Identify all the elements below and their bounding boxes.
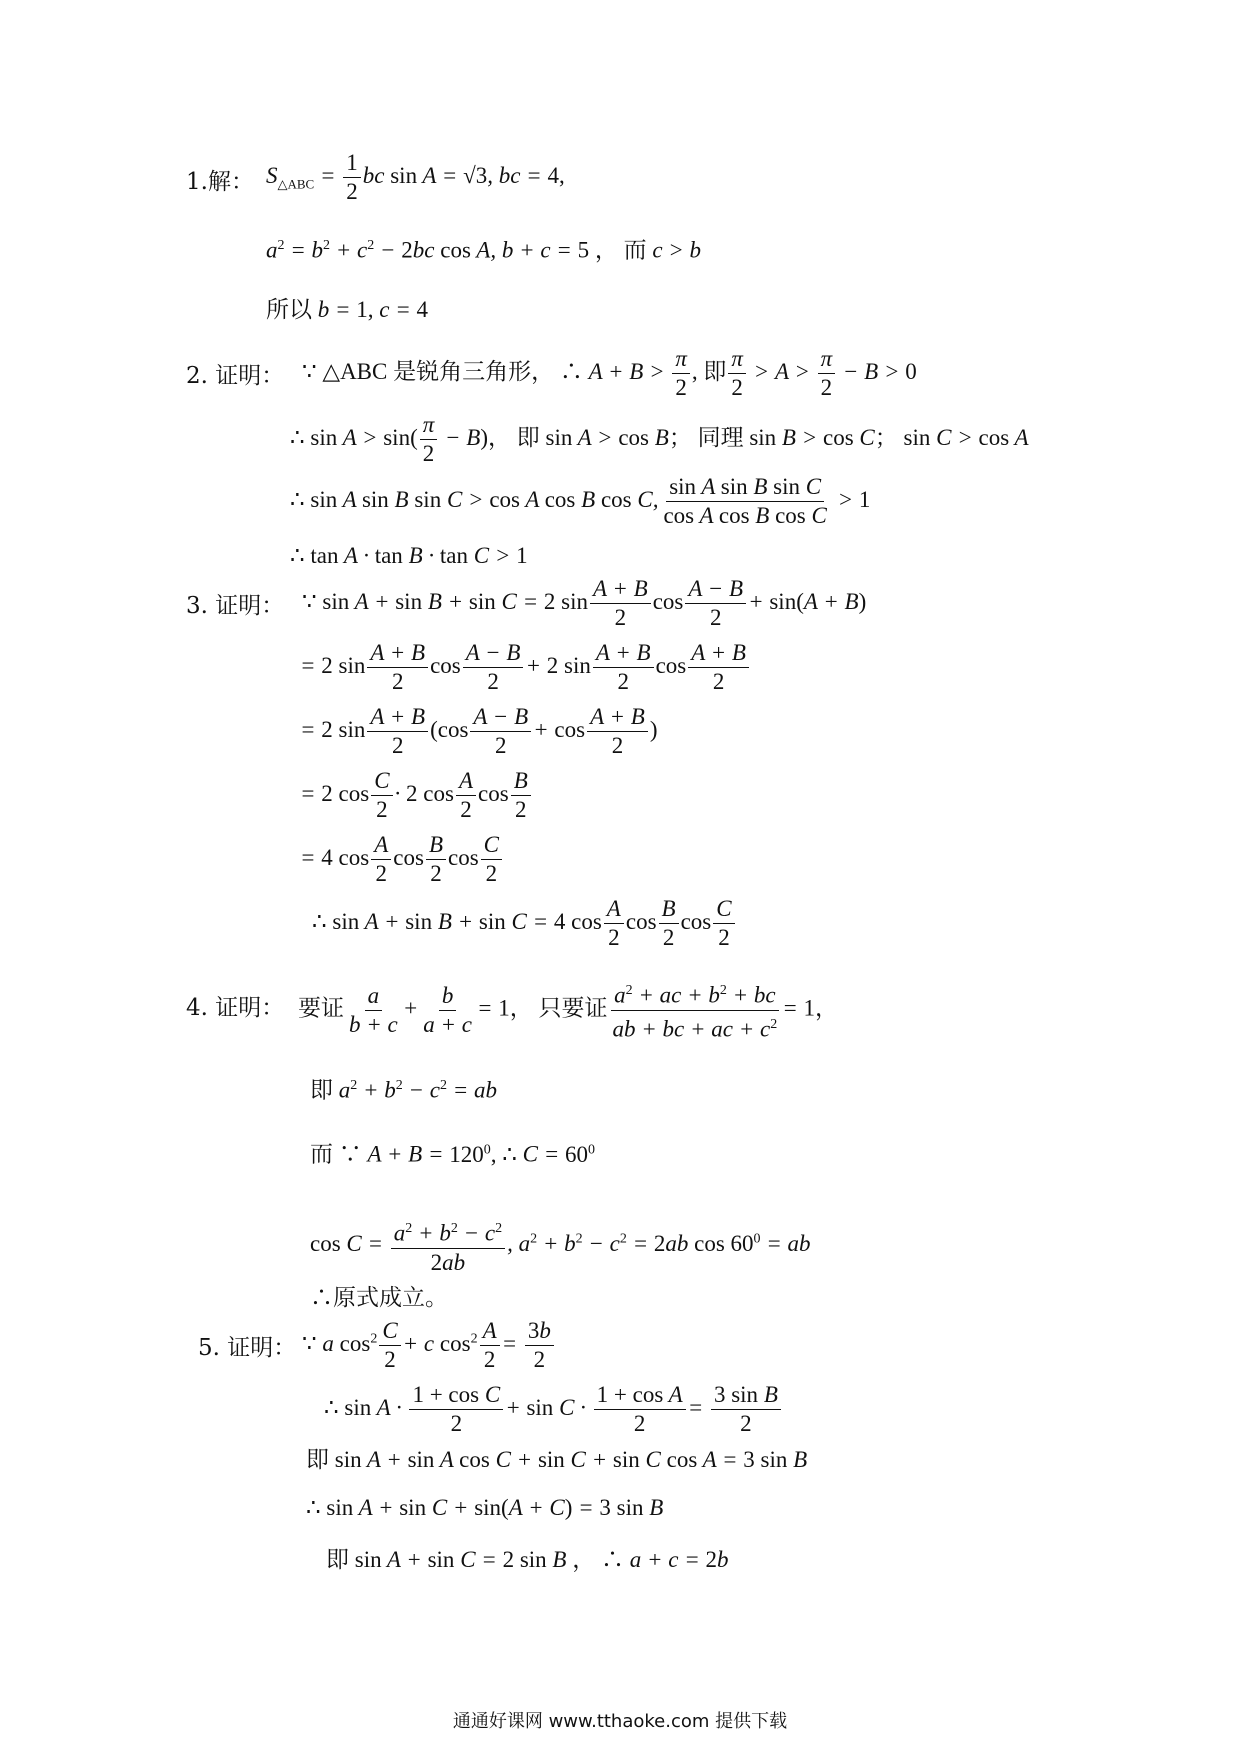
- problem-2-line-2: ∴ sin A > sin( $\frac{\pi}{2}$ − B)， 即 sin A > cos B； 同理 sin B > cos C； sin C > cos A: [290, 412, 1029, 466]
- problem-5-line-4: ∴ sin A + sin C + sin(A + C) = 3 sin B: [306, 1495, 664, 1520]
- problem-1-line-2: $a^2 = b^2 + c^2 - 2bc$ cos A, b + c = 5 ， 而 c > b: [266, 237, 702, 263]
- problem-5-heading: 5. 证明：: [198, 1335, 297, 1361]
- problem-5-line-3: 即 sin A + sin A cos C + sin C + sin C cos A = 3 sin B: [306, 1447, 808, 1472]
- problem-1-line-3: 所以 b = 1, c = 4: [266, 297, 429, 322]
- problem-4-line-1: 要证 $\frac{a}{b + c}$ + $\frac{b}{a + c}$ = 1， 只要证 $\frac{a^2 + ac + b^2 + bc}{ab + bc + ac + c^2}$ = 1，: [298, 978, 838, 1042]
- problem-2-line-1: ∵ △ABC 是锐角三角形， ∴ A + B > $\frac{\pi}{2}$ , 即 $\frac{\pi}{2}$ > A > $\frac{\pi}{2}$ − B > 0: [302, 346, 917, 400]
- problem-3-line-5: = 4 cos $\frac{A}{2}$ cos $\frac{B}{2}$ cos $\frac{C}{2}$: [300, 832, 504, 887]
- problem-2-line-3: ∴ sin A sin B sin C > cos A cos B cos C, $\frac{\text{sin A sin B sin C}}{\text{cos A cos B cos C}}$ > 1: [290, 474, 871, 528]
- problem-5-line-2: ∴ sin A · $\frac{\text{1 + cos C}}{2}$ + sin C · $\frac{\text{1 + cos A}}{2}$ = $\frac{\text{3 sin B}}{2}$: [324, 1382, 783, 1437]
- problem-4-heading: 4. 证明：: [186, 995, 285, 1021]
- problem-4-line-5: ∴原式成立。: [310, 1285, 448, 1311]
- problem-4-line-3: 而 ∵ $A + B = 120^0$, ∴ $C = 60^0$: [310, 1141, 595, 1167]
- problem-2-line-4: ∴ tan A · tan B · tan C > 1: [290, 543, 528, 568]
- problem-3-heading: 3. 证明：: [186, 593, 285, 619]
- problem-3-line-2: = 2 sin $\frac{A + B}{2}$ cos $\frac{A - B}{2}$ + 2 sin $\frac{A + B}{2}$ cos $\frac{A + B}{2}$: [300, 640, 751, 695]
- problem-2-heading: 2. 证明：: [186, 363, 285, 389]
- problem-3-line-4: = 2 cos $\frac{C}{2}$ · 2 cos $\frac{A}{2}$ cos $\frac{B}{2}$: [300, 768, 533, 823]
- problem-3-line-6: ∴ sin A + sin B + sin C = 4 cos $\frac{A}{2}$ cos $\frac{B}{2}$ cos $\frac{C}{2}$: [312, 896, 737, 951]
- problem-5-line-5: 即 sin A + sin C = 2 sin B ， ∴ a + c = 2b: [326, 1547, 729, 1572]
- problem-3-line-3: = 2 sin $\frac{A + B}{2}$ (cos $\frac{A - B}{2}$ + cos $\frac{A + B}{2}$ ): [300, 704, 658, 758]
- page-footer: 通通好课网 www.tthaoke.com 提供下载: [452, 1711, 788, 1732]
- problem-1-heading: 1.解：: [186, 169, 254, 195]
- problem-1-line-1: $S_{\triangle ABC}$ = $\frac{1}{2}$ bc sin A = √3, bc = 4,: [266, 150, 565, 204]
- problem-3-line-1: ∵ sin A + sin B + sin C = 2 sin $\frac{A + B}{2}$ cos $\frac{A - B}{2}$ + sin(A + B): [302, 576, 867, 630]
- problem-4-line-4: cos C = $\frac{a^2 + b^2 - c^2}{2ab}$ , $a^2 + b^2 - c^2 = 2ab$ $\cos 60^0$ = ab: [310, 1216, 811, 1276]
- problem-5-line-1: ∵ a $\cos^2$ $\frac{C}{2}$ + c $\cos^2$ $\frac{A}{2}$ = $\frac{3b}{2}$: [302, 1318, 556, 1373]
- problem-4-line-2: 即 $a^2 + b^2 - c^2$ = ab: [310, 1077, 498, 1103]
